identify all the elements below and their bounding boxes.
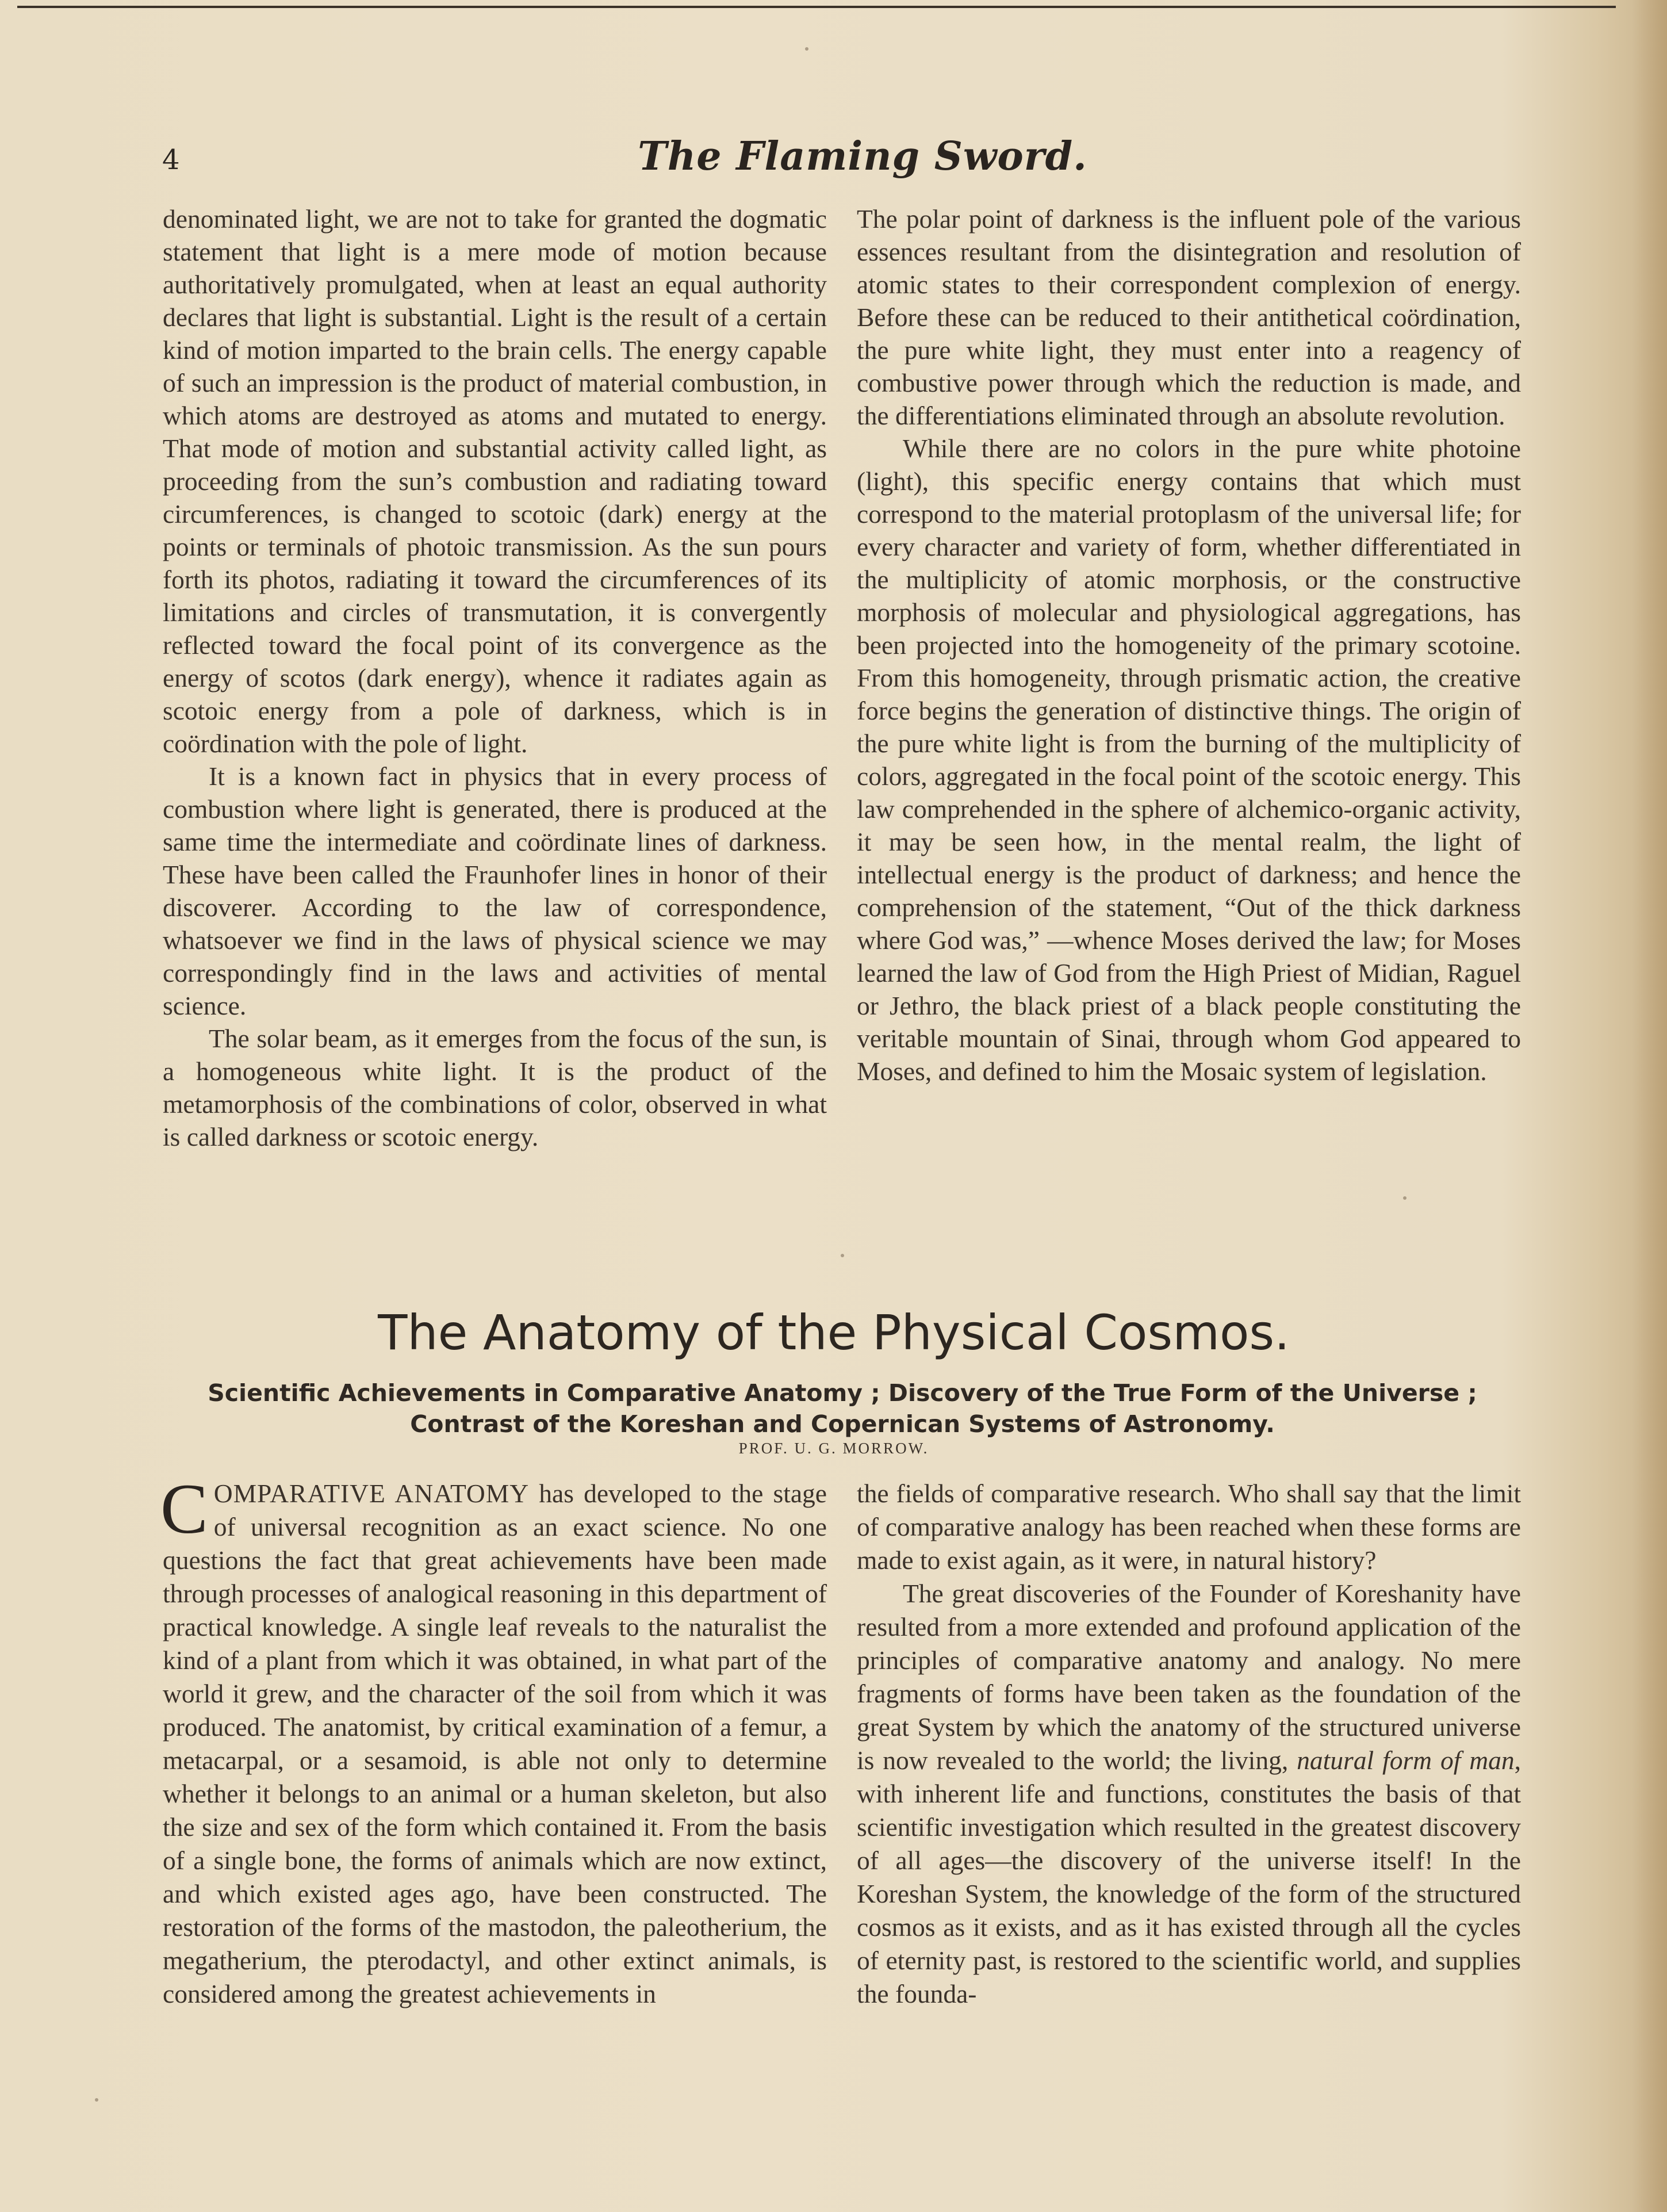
paper-speck	[841, 1254, 844, 1257]
paper-speck	[1403, 1196, 1407, 1200]
lower-right-column	[857, 1477, 1521, 2011]
paragraph: denominated light, we are not to take for granted the dogmatic statement that light is a mere mode of motion because authoritatively promulgated, when at least an equal authority declares that light is substantial. Light is the result of a certain kind of motion imparted to the brain cells. The energy capable of such an impression is the product of material combustion, in which atoms are destroyed as atoms and mutated to energy. That mode of motion and substantial activity called light, as proceeding from the sun’s combustion and radiating toward circumferences, is changed to scotoic (dark) energy at the points or terminals of photoic transmission. As the sun pours forth its photos, radiating it toward the circumferences of its limitations and circles of transmutation, it is convergently reflected toward the focal point of its convergence as the energy of scotos (dark energy), whence it radiates again as scotoic energy from a pole of darkness, which is in coördination with the pole of light.	[163, 204, 827, 758]
paragraph-text: has developed to the stage of universal recognition as an exact science. No one questions the fact that great achievements have been made through processes of analogical reasoning in this department of practical knowledge. A single leaf reveals to the naturalist the kind of a plant from which it was obtained, in what part of the world it grew, and the character of the soil from which it was produced. The anatomist, by critical examination of a femur, a metacarpal, or a sesamoid, is able not only to determine whether it belongs to an animal or a human skeleton, but also the size and sex of the form which contained it. From the basis of a single bone, the forms of animals which are now extinct, and which existed ages ago, have been constructed. The restoration of the forms of the mastodon, the paleotherium, the megatherium, the pterodactyl, and other extinct animals, is considered among the greatest achievements in	[163, 1479, 827, 2008]
italic-phrase: natural form of man	[1297, 1746, 1515, 1775]
paragraph: While there are no colors in the pure white photoine (light), this specific energy contains that which must correspond to the material protoplasm of the universal life; for every character and variety of form, whether differentiated in the multiplicity of atomic morphosis, or the constructive morphosis of molecular and physiological aggregations, has been projected into the homogeneity of the primary scotoine. From this homogeneity, through prismatic action, the creative force begins the generation of distinctive things. The origin of the pure white light is from the burning of the multiplicity of colors, aggregated in the focal point of the scotoic energy. This law comprehended in the sphere of alchemico-organic activity, it may be seen how, in the mental realm, the light of intellectual energy is the product of darkness; and hence the comprehension of the statement, “Out of the thick darkness where God was,” —whence Moses derived the law; for Moses learned the law of God from the High Priest of Midian, Raguel or Jethro, the black priest of a black people constituting the veritable mountain of Sinai, through whom God appeared to Moses, and defined to him the Mosaic system of legislation.	[857, 434, 1521, 1086]
top-rule	[17, 6, 1616, 8]
lower-left-column	[160, 1469, 827, 2011]
page-number: 4	[162, 144, 180, 176]
paragraph-text: The great discoveries of the Founder of Koreshanity have resulted from a more extended and profound application of the principles of comparative anatomy and analogy. No mere fragments of forms have been taken as the foundation of the great System by which the anatomy of the structured universe is now revealed to the world; the living,	[857, 1579, 1521, 1775]
paragraph-text: , with inherent life and functions, constitutes the basis of that scientific investigation which resulted in the greatest discovery of all ages—the discovery of the universe itself! In the Koreshan System, the knowledge of the form of the structured cosmos as it exists, and as it has existed through all the cycles of eternity past, is restored to the scientific world, and supplies the founda-	[857, 1746, 1522, 2008]
drop-cap: C	[160, 1469, 208, 1548]
article-subtitle: Scientific Achievements in Comparative Anatomy ; Discovery of the True Form of the Universe ; Contrast of the Koreshan and Copernican Systems of Astronomy.	[208, 1379, 1477, 1438]
article-title: The Anatomy of the Physical Cosmos.	[378, 1304, 1290, 1361]
lead-in-text: OMPARATIVE ANATOMY	[213, 1479, 530, 1508]
paragraph: It is a known fact in physics that in every process of combustion where light is generated, there is produced at the same time the intermediate and coördinate lines of darkness. These have been called the Fraunhofer lines in honor of their discoverer. According to the law of correspondence, whatsoever we find in the laws of physical science we may correspondingly find in the laws and activities of mental science.	[163, 761, 827, 1020]
upper-left-column	[163, 202, 827, 1153]
paper-speck	[805, 47, 808, 51]
upper-right-column	[857, 202, 1521, 1088]
paragraph	[160, 1469, 827, 2011]
running-head: The Flaming Sword.	[638, 133, 1087, 179]
page-edge-shadow	[1632, 0, 1667, 2212]
paragraph: The polar point of darkness is the influent pole of the various essences resultant from the disintegration and resolution of atomic states to their correspondent complexion of energy. Before these can be reduced to their antithetical coördination, the pure white light, they must enter into a reagency of combustive power through which the reduction is made, and the differentiations eliminated through an absolute revolution.	[857, 204, 1521, 430]
paragraph	[857, 1577, 1521, 2011]
paragraph: The solar beam, as it emerges from the focus of the sun, is a homogeneous white light. It is the product of the metamorphosis of the combinations of color, observed in what is called darkness or scotoic energy.	[163, 1024, 827, 1151]
paragraph: the fields of comparative research. Who shall say that the limit of comparative analogy has been reached when these forms are made to exist again, as it were, in natural history?	[857, 1479, 1521, 1575]
author-byline: PROF. U. G. MORROW.	[738, 1440, 929, 1457]
paper-speck	[95, 2098, 98, 2102]
